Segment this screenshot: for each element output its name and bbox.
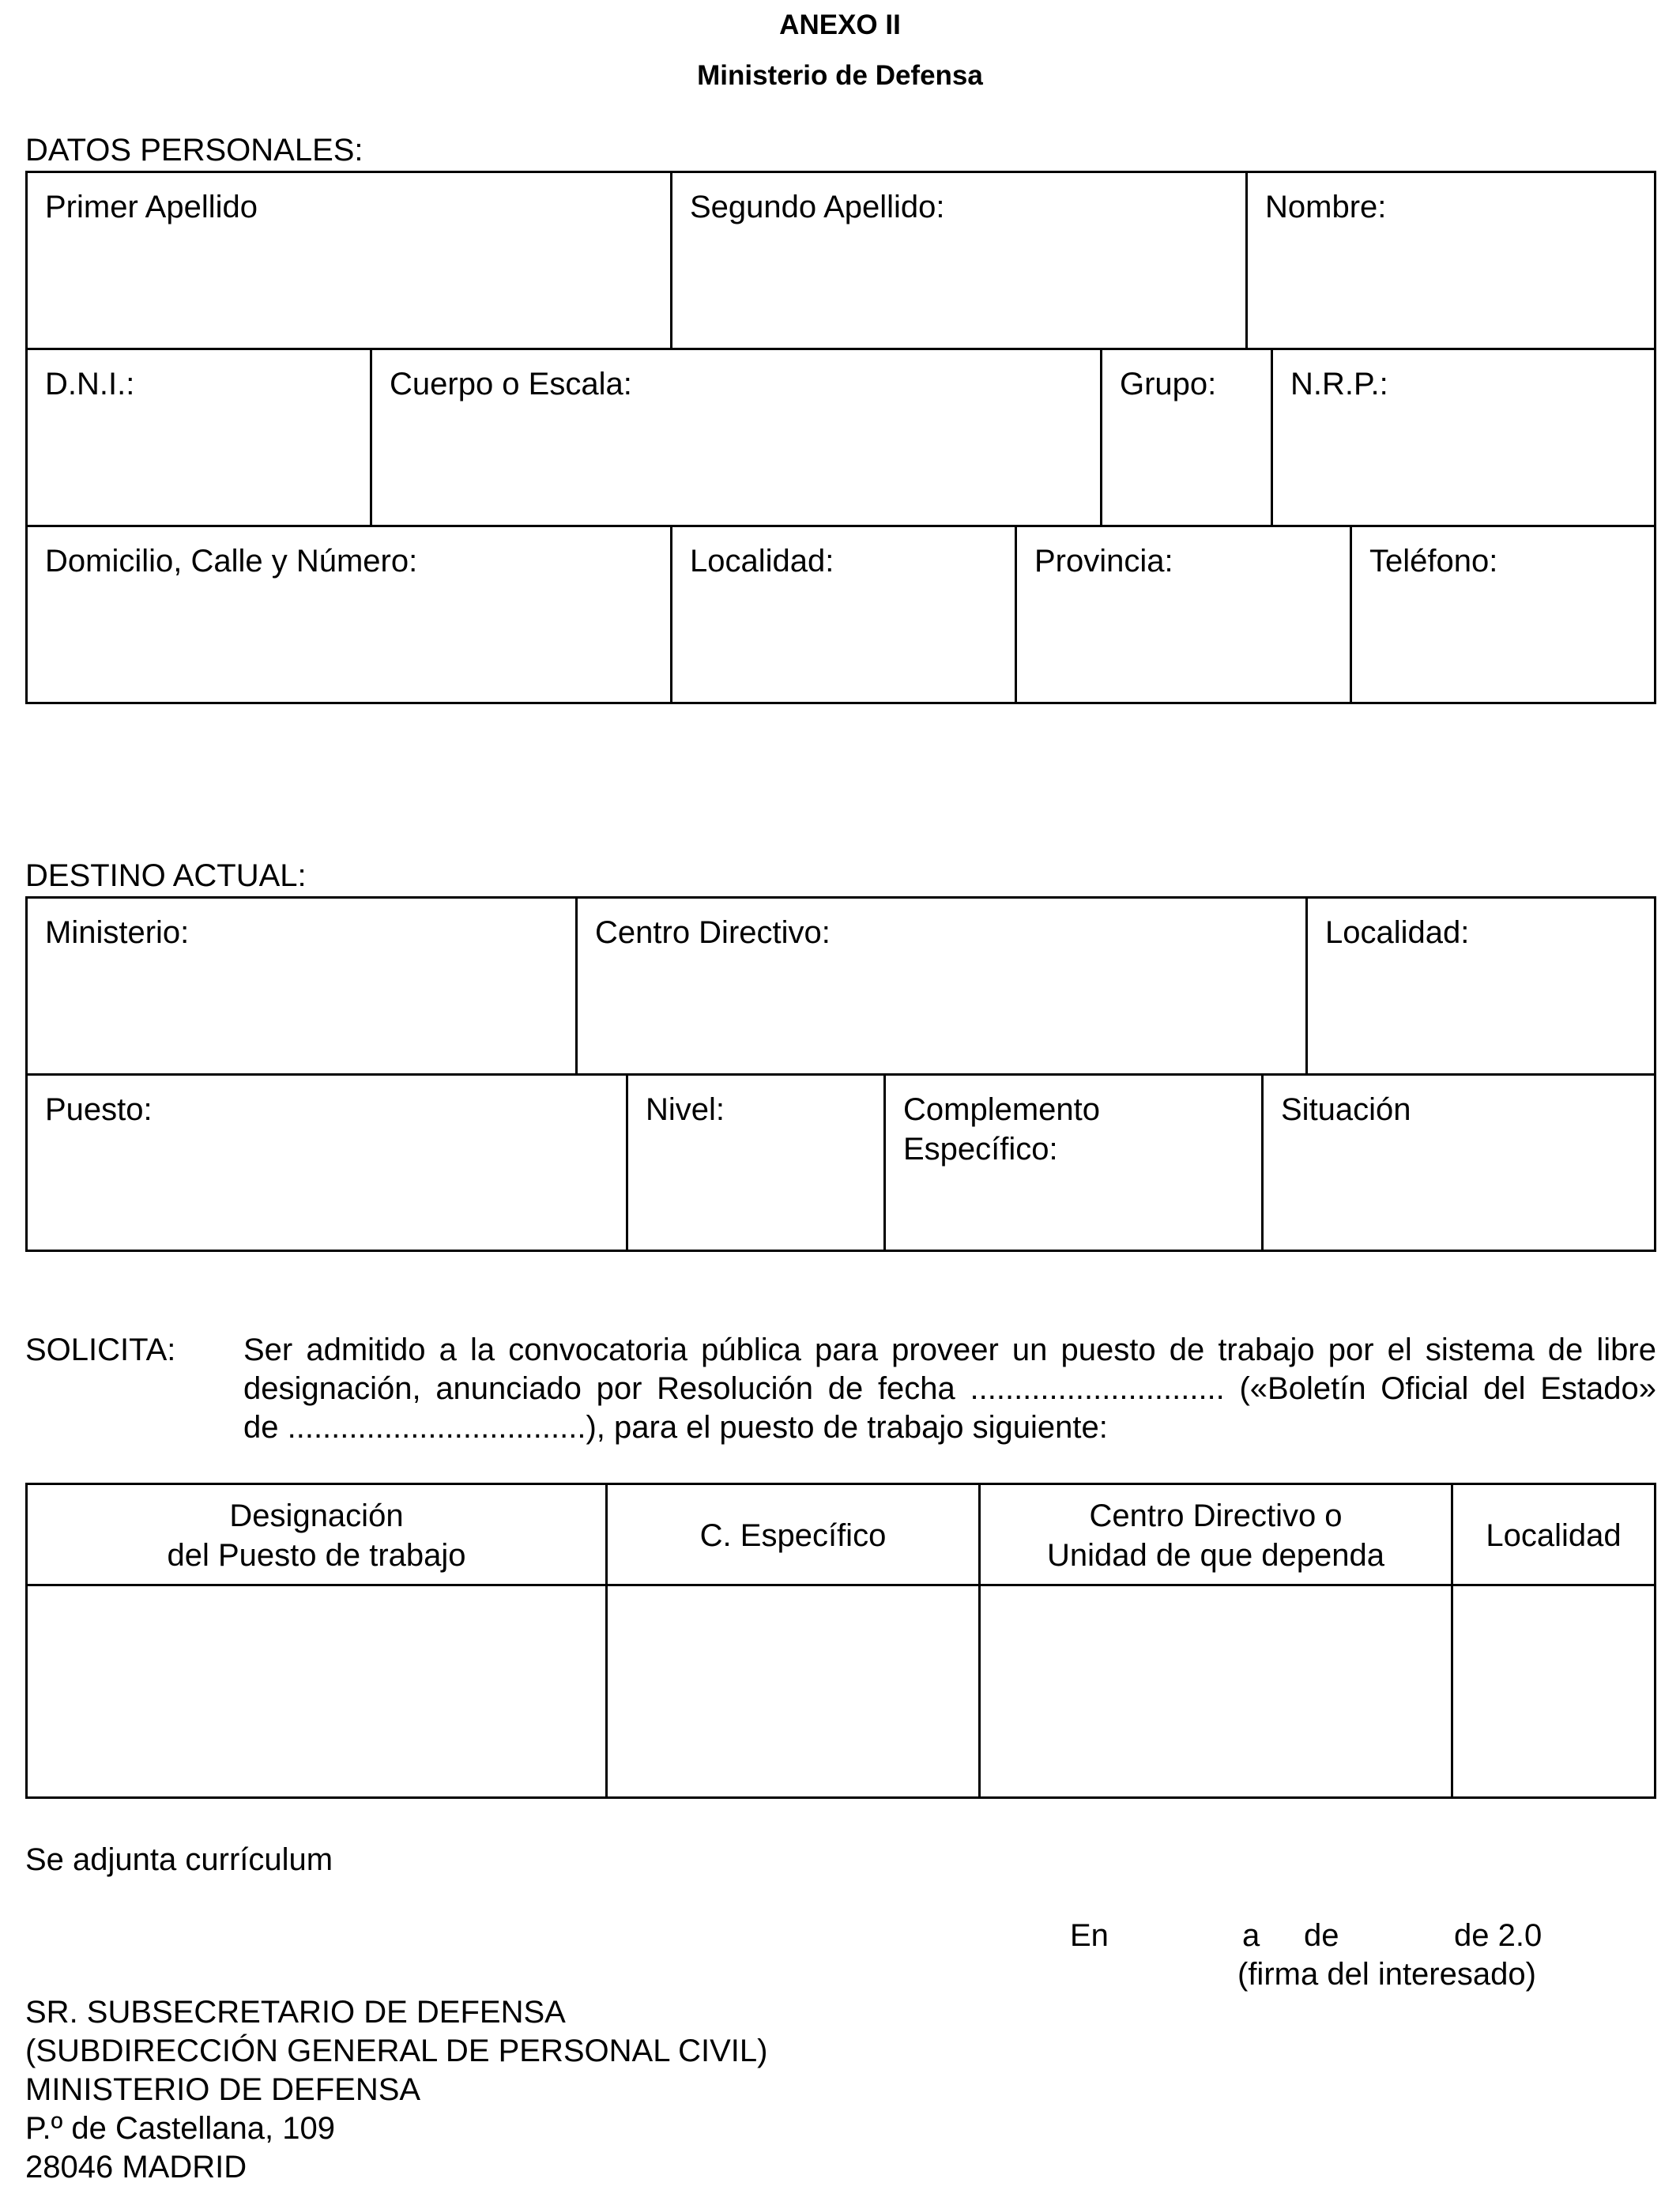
solicita-line-3: de ..................................), para el puesto de trabajo siguiente: — [243, 1410, 1108, 1445]
personal-section-label: DATOS PERSONALES: — [25, 133, 363, 168]
column-header-localidad — [1453, 1485, 1654, 1586]
header-label: Designación del Puesto de trabajo — [167, 1498, 466, 1573]
header-label: Localidad — [1486, 1518, 1622, 1553]
ministry-title: Ministerio de Defensa — [697, 60, 983, 91]
address-line: SR. SUBSECRETARIO DE DEFENSA — [25, 1995, 566, 2030]
destino-section-label: DESTINO ACTUAL: — [25, 858, 307, 893]
field-nivel[interactable] — [628, 1076, 886, 1250]
field-localidad[interactable] — [672, 527, 1017, 702]
column-header-designacion — [28, 1485, 608, 1586]
column-header-centro-directivo — [981, 1485, 1453, 1586]
field-label: Localidad: — [690, 544, 834, 579]
header-label: Centro Directivo o Unidad de que dependa — [1046, 1498, 1385, 1573]
curriculum-note: Se adjunta currículum — [25, 1842, 333, 1877]
field-segundo-apellido[interactable] — [672, 173, 1248, 350]
cell-c-especifico[interactable] — [608, 1586, 981, 1796]
date-en: En — [1070, 1918, 1109, 1953]
field-label: Ministerio: — [45, 915, 190, 950]
recipient-address — [25, 1993, 767, 2187]
field-destino-localidad[interactable] — [1308, 899, 1654, 1076]
cell-designacion[interactable] — [28, 1586, 608, 1796]
cell-localidad[interactable] — [1453, 1586, 1654, 1796]
field-label: Situación — [1281, 1092, 1411, 1127]
field-label: Complemento Específico: — [903, 1092, 1101, 1167]
field-cuerpo-escala[interactable] — [372, 350, 1102, 527]
field-domicilio[interactable] — [28, 527, 672, 702]
field-label: N.R.P.: — [1290, 367, 1388, 401]
address-line: 28046 MADRID — [25, 2150, 247, 2185]
field-label: Domicilio, Calle y Número: — [45, 544, 418, 579]
field-label: D.N.I.: — [45, 367, 135, 401]
column-header-c-especifico — [608, 1485, 981, 1586]
cell-centro-directivo[interactable] — [981, 1586, 1453, 1796]
solicita-label: SOLICITA: — [25, 1333, 176, 1367]
field-label: Nivel: — [646, 1092, 725, 1127]
header-label: C. Específico — [699, 1518, 887, 1553]
field-puesto[interactable] — [28, 1076, 628, 1250]
address-line: P.º de Castellana, 109 — [25, 2111, 335, 2146]
field-label: Provincia: — [1034, 544, 1173, 579]
field-dni[interactable] — [28, 350, 372, 527]
field-centro-directivo[interactable] — [578, 899, 1308, 1076]
field-provincia[interactable] — [1017, 527, 1352, 702]
field-label: Nombre: — [1265, 190, 1387, 224]
address-line: MINISTERIO DE DEFENSA — [25, 2072, 421, 2107]
field-grupo[interactable] — [1102, 350, 1273, 527]
field-label: Grupo: — [1120, 367, 1217, 401]
solicita-line-2: designación, anunciado por Resolución de fecha ............................. («Boletín Oficial del Estado» — [243, 1371, 1656, 1406]
field-label: Centro Directivo: — [595, 915, 831, 950]
field-label: Segundo Apellido: — [690, 190, 945, 224]
date-de: de — [1304, 1918, 1339, 1953]
field-nrp[interactable] — [1273, 350, 1654, 527]
field-label: Cuerpo o Escala: — [390, 367, 632, 401]
signature-note: (firma del interesado) — [1237, 1957, 1536, 1992]
solicita-line-1: Ser admitido a la convocatoria pública para proveer un puesto de trabajo por el sistema de libre — [243, 1333, 1656, 1367]
puesto-table — [25, 1483, 1656, 1799]
field-ministerio[interactable] — [28, 899, 578, 1076]
destino-form — [25, 896, 1656, 1252]
field-label: Teléfono: — [1369, 544, 1498, 579]
field-label: Puesto: — [45, 1092, 153, 1127]
annex-title: ANEXO II — [779, 9, 901, 40]
field-telefono[interactable] — [1352, 527, 1654, 702]
field-label: Primer Apellido — [45, 190, 258, 224]
address-line: (SUBDIRECCIÓN GENERAL DE PERSONAL CIVIL) — [25, 2034, 768, 2068]
field-primer-apellido[interactable] — [28, 173, 672, 350]
date-year: de 2.0 — [1454, 1918, 1543, 1953]
personal-data-form — [25, 171, 1656, 704]
field-label: Localidad: — [1325, 915, 1470, 950]
field-complemento-especifico[interactable] — [886, 1076, 1264, 1250]
field-nombre[interactable] — [1248, 173, 1654, 350]
field-situacion[interactable] — [1264, 1076, 1654, 1250]
date-a: a — [1242, 1918, 1260, 1953]
